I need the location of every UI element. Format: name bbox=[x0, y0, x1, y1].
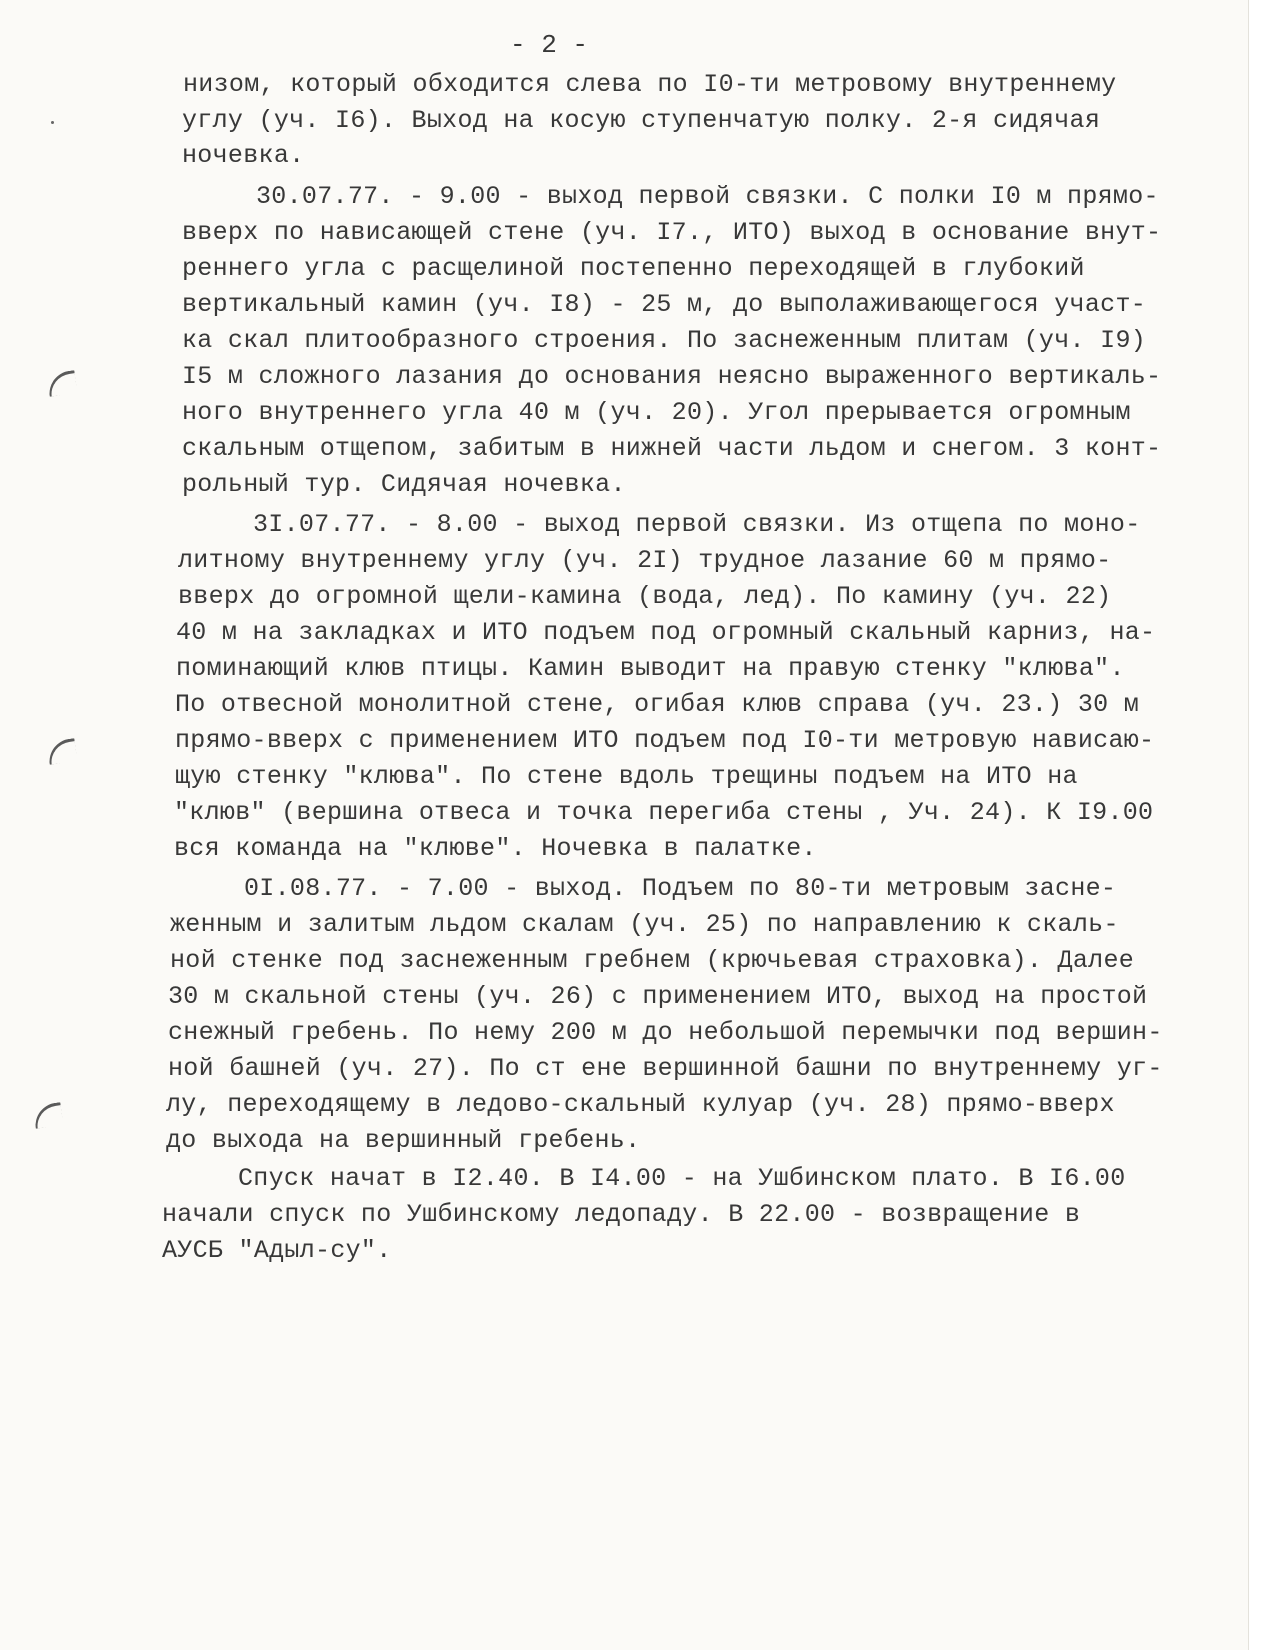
binder-hole-middle bbox=[47, 738, 78, 765]
text-line: женным и залитым льдом скалам (уч. 25) по направлению к скаль- bbox=[170, 910, 1119, 939]
text-line: прямо-вверх с применением ИТО подъем под I0-ти метровую нависаю- bbox=[175, 726, 1155, 755]
text-line: скальным отщепом, забитым в нижней части льдом и снегом. 3 конт- bbox=[182, 434, 1162, 463]
paper-speck bbox=[51, 121, 54, 124]
text-line: вверх до огромной щели-камина (вода, лед). По камину (уч. 22) bbox=[178, 582, 1112, 611]
text-line: "клюв" (вершина отвеса и точка перегиба стены , Уч. 24). К I9.00 bbox=[174, 798, 1154, 827]
text-line: снежный гребень. По нему 200 м до небольшой перемычки под вершин- bbox=[168, 1018, 1163, 1047]
binder-hole-bottom bbox=[33, 1102, 64, 1129]
page-number: - 2 - bbox=[510, 30, 589, 60]
text-line: По отвесной монолитной стене, огибая клюв справа (уч. 23.) 30 м bbox=[175, 690, 1140, 719]
text-line: ной башней (уч. 27). По ст ене вершинной башни по внутреннему уг- bbox=[168, 1054, 1163, 1083]
text-line: 0I.08.77. - 7.00 - выход. Подъем по 80-ти метровым засне- bbox=[244, 874, 1117, 903]
text-line: вверх по нависающей стене (уч. I7., ИТО) выход в основание внут- bbox=[182, 218, 1162, 247]
text-line: углу (уч. I6). Выход на косую ступенчатую полку. 2-я сидячая bbox=[182, 106, 1101, 135]
text-line: лу, переходящему в ледово-скальный кулуар (уч. 28) прямо-вверх bbox=[166, 1090, 1115, 1119]
background-strip bbox=[1248, 0, 1272, 1650]
text-line: ночевка. bbox=[182, 141, 305, 170]
binder-hole-top bbox=[47, 370, 78, 397]
text-line: поминающий клюв птицы. Камин выводит на правую стенку "клюва". bbox=[176, 654, 1125, 683]
text-line: АУСБ "Адыл-су". bbox=[162, 1236, 392, 1265]
text-line: низом, который обходится слева по I0-ти метровому внутреннему bbox=[183, 70, 1117, 99]
text-line: 3I.07.77. - 8.00 - выход первой связки. Из отщепа по моно- bbox=[253, 510, 1141, 539]
text-line: рольный тур. Сидячая ночевка. bbox=[182, 470, 626, 499]
text-line: начали спуск по Ушбинскому ледопаду. В 22.00 - возвращение в bbox=[162, 1200, 1081, 1229]
text-line: Спуск начат в I2.40. В I4.00 - на Ушбинском плато. В I6.00 bbox=[238, 1164, 1126, 1193]
text-line: 30 м скальной стены (уч. 26) с применением ИТО, выход на простой bbox=[168, 982, 1148, 1011]
text-line: реннего угла с расщелиной постепенно переходящей в глубокий bbox=[182, 254, 1085, 283]
text-line: до выхода на вершинный гребень. bbox=[166, 1126, 641, 1155]
text-line: щую стенку "клюва". По стене вдоль трещины подъем на ИТО на bbox=[175, 762, 1078, 791]
text-line: вся команда на "клюве". Ночевка в палатке. bbox=[174, 834, 817, 863]
text-line: 30.07.77. - 9.00 - выход первой связки. С полки I0 м прямо- bbox=[256, 182, 1159, 211]
text-line: ного внутреннего угла 40 м (уч. 20). Угол прерывается огромным bbox=[182, 398, 1131, 427]
text-line: I5 м сложного лазания до основания неясно выраженного вертикаль- bbox=[182, 362, 1162, 391]
text-line: 40 м на закладках и ИТО подъем под огромный скальный карниз, на- bbox=[176, 618, 1156, 647]
text-line: литному внутреннему углу (уч. 2I) трудное лазание 60 м прямо- bbox=[178, 546, 1112, 575]
text-line: ка скал плитообразного строения. По заснеженным плитам (уч. I9) bbox=[182, 326, 1147, 355]
text-line: ной стенке под заснеженным гребнем (крючьевая страховка). Далее bbox=[170, 946, 1135, 975]
text-line: вертикальный камин (уч. I8) - 25 м, до выполаживающегося участ- bbox=[182, 290, 1147, 319]
